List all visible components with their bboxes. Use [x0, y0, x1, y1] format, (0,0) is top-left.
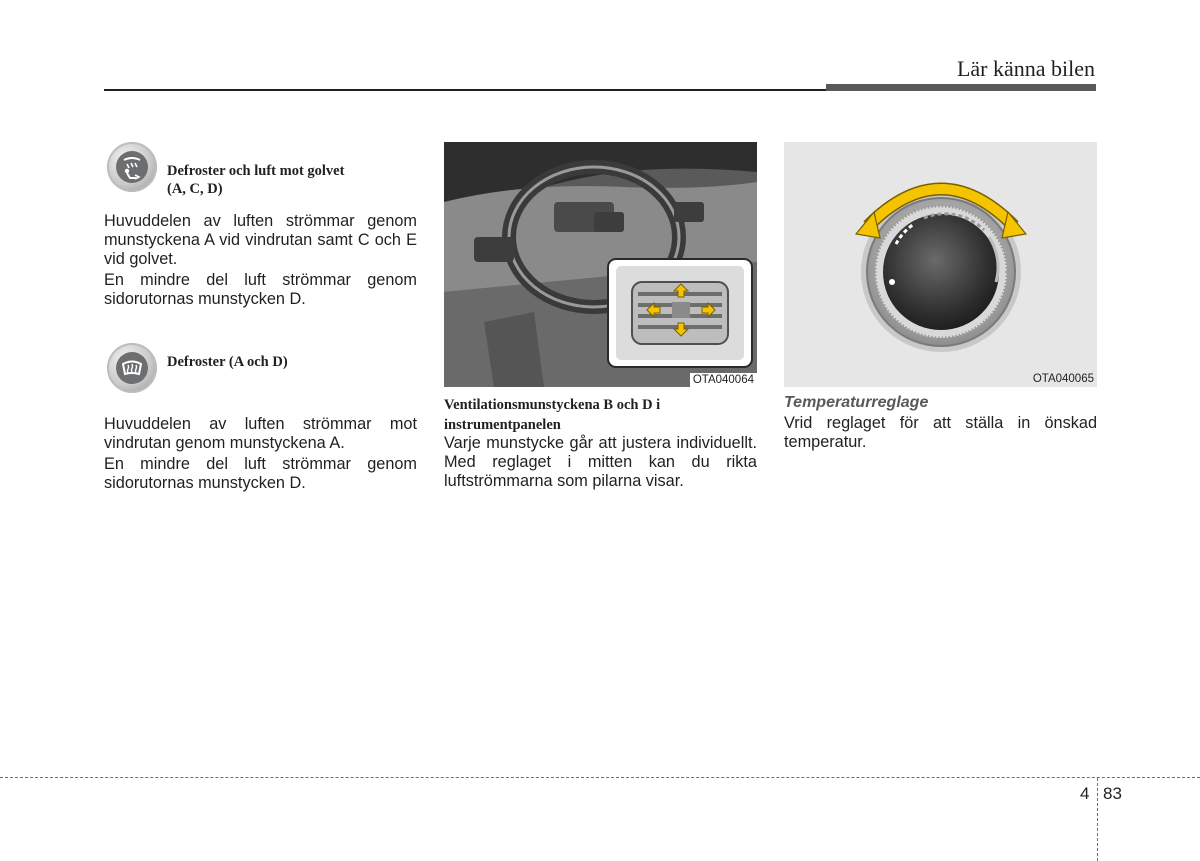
column-defroster-modes	[104, 140, 417, 493]
page-header-title: Lär känna bilen	[956, 56, 1095, 81]
temperature-knob-drawing	[784, 142, 1097, 387]
defrost-paragraph-2: En mindre del luft strömmar genom sidorutornas munstycken D.	[104, 455, 417, 492]
temperature-illustration	[784, 142, 1097, 387]
defroster-icon	[107, 343, 157, 393]
temperature-paragraph: Vrid reglaget för att ställa in önskad temperatur.	[784, 414, 1097, 451]
column-temperature	[784, 142, 1097, 452]
defroster-floor-icon	[107, 142, 157, 192]
vents-caption: Ventilationsmunstyckena B och D i instrumentpanelen	[444, 397, 661, 433]
defrost-floor-heading-row	[104, 142, 417, 197]
footer-dashed-rule	[0, 777, 1200, 778]
defrost-heading: Defroster (A och D)	[167, 354, 288, 370]
temperature-figure-code: OTA040065	[1032, 373, 1094, 385]
chapter-number: 4	[1080, 784, 1090, 803]
vents-figure-code: OTA040064	[690, 373, 757, 387]
dashboard-drawing	[444, 142, 757, 387]
defrost-heading-row	[104, 343, 417, 395]
temperature-caption: Temperaturreglage	[784, 394, 929, 411]
header-rule-thin	[104, 89, 826, 91]
vents-illustration	[444, 142, 757, 387]
header-rule-thick	[826, 84, 1096, 91]
page-number: 83	[1103, 784, 1122, 803]
footer-vertical-divider	[1097, 778, 1098, 861]
vents-paragraph: Varje munstycke går att justera individuellt. Med reglaget i mitten kan du rikta luftströmmarna som pilarna visar.	[444, 434, 757, 490]
defrost-floor-paragraph-1: Huvuddelen av luften strömmar genom munstyckena A vid vindrutan samt C och E vid golvet.	[104, 212, 417, 268]
defrost-floor-heading: Defroster och luft mot golvet (A, C, D)	[167, 163, 345, 197]
defrost-paragraph-1: Huvuddelen av luften strömmar mot vindrutan genom munstyckena A.	[104, 415, 417, 452]
defrost-floor-paragraph-2: En mindre del luft strömmar genom sidorutornas munstycken D.	[104, 271, 417, 308]
column-vents	[444, 142, 757, 491]
